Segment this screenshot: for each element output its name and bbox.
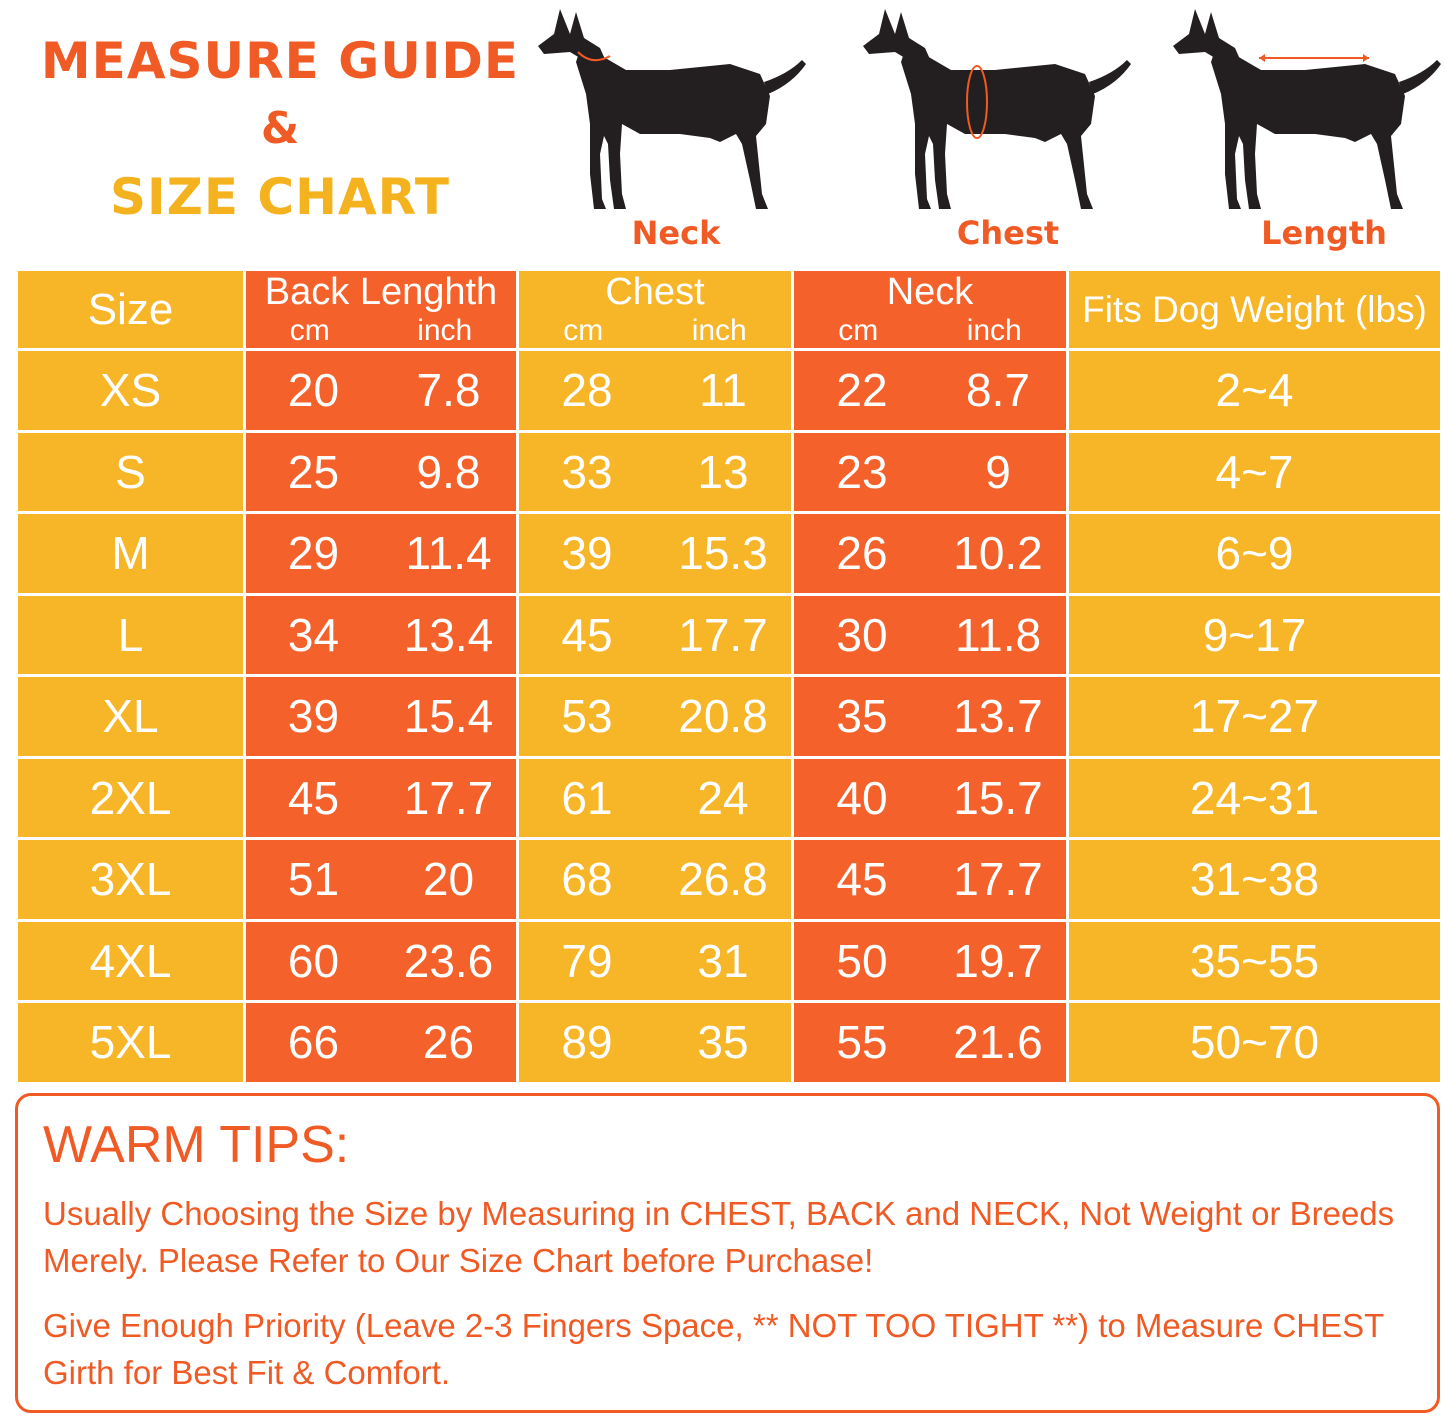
cell-chest (518, 431, 793, 513)
value-inch: 23.6 (403, 934, 494, 987)
table-row (17, 757, 1442, 839)
value-cm: 66 (287, 1016, 340, 1069)
cell-size: L (17, 594, 245, 676)
cell-size: XL (17, 676, 245, 758)
value-inch: 24 (697, 771, 749, 824)
cell-weight: 9~17 (1068, 594, 1442, 676)
dog-length-measure-icon (1165, 4, 1445, 219)
cell-back-length (245, 513, 518, 595)
header-neck-label: Neck (886, 270, 974, 313)
cell-back-length (245, 920, 518, 1002)
value-cm: 61 (561, 771, 613, 824)
dog-chest-measure-icon (855, 4, 1135, 219)
value-cm: 30 (836, 608, 888, 661)
value-cm: 28 (561, 364, 613, 417)
value-cm: 45 (287, 771, 340, 824)
value-cm: 26 (836, 527, 888, 580)
cell-neck (793, 1002, 1068, 1084)
cell-neck (793, 839, 1068, 921)
cell-back-length (245, 839, 518, 921)
value-inch: 10.2 (953, 527, 1043, 580)
value-cm: 33 (561, 445, 613, 498)
value-inch: 17.7 (678, 608, 768, 661)
warm-tips-paragraph-1: Usually Choosing the Size by Measuring in CHEST, BACK and NECK, Not Weight or Breeds Merely. Please Refer to Our Size Chart before Purchase! (43, 1195, 1395, 1279)
value-inch: 13.7 (953, 690, 1043, 743)
table-row (17, 920, 1442, 1002)
cell-size: 4XL (17, 920, 245, 1002)
header-chest (518, 270, 793, 350)
title-size-chart: SIZE CHART (109, 168, 451, 226)
dog-label-neck: Neck (631, 214, 721, 252)
cell-neck (793, 350, 1068, 432)
cell-size: 2XL (17, 757, 245, 839)
cell-size: XS (17, 350, 245, 432)
cell-chest (518, 920, 793, 1002)
header-weight: Fits Dog Weight (lbs) (1068, 270, 1442, 350)
table-row (17, 350, 1442, 432)
unit-inch: inch (966, 313, 1022, 347)
cell-weight: 31~38 (1068, 839, 1442, 921)
title-measure-guide: MEASURE GUIDE (40, 32, 520, 90)
table-row (17, 839, 1442, 921)
cell-neck (793, 757, 1068, 839)
cell-size: M (17, 513, 245, 595)
unit-cm: cm (289, 313, 330, 347)
warm-tips-paragraph-2: Give Enough Priority (Leave 2-3 Fingers Space, ** NOT TOO TIGHT **) to Measure CHEST Girth for Best Fit & Comfort. (43, 1307, 1384, 1391)
value-cm: 45 (561, 608, 613, 661)
value-cm: 79 (561, 934, 613, 987)
value-cm: 23 (836, 445, 888, 498)
cell-size: S (17, 431, 245, 513)
header-back-length (245, 270, 518, 350)
table-row (17, 431, 1442, 513)
cell-weight: 17~27 (1068, 676, 1442, 758)
cell-back-length (245, 431, 518, 513)
title-block (20, 28, 540, 230)
dog-neck-measure-icon (530, 4, 810, 219)
value-inch: 35 (697, 1016, 749, 1069)
value-inch: 11 (699, 364, 747, 417)
table-row (17, 513, 1442, 595)
cell-weight: 2~4 (1068, 350, 1442, 432)
cell-weight: 4~7 (1068, 431, 1442, 513)
unit-cm: cm (563, 313, 604, 347)
cell-chest (518, 513, 793, 595)
cell-back-length (245, 676, 518, 758)
value-cm: 60 (287, 934, 340, 987)
cell-back-length (245, 594, 518, 676)
value-inch: 17.7 (403, 771, 494, 824)
cell-weight: 35~55 (1068, 920, 1442, 1002)
value-inch: 20.8 (678, 690, 768, 743)
value-cm: 89 (561, 1016, 613, 1069)
cell-size: 5XL (17, 1002, 245, 1084)
value-inch: 15.4 (403, 690, 494, 743)
cell-back-length (245, 350, 518, 432)
value-cm: 20 (287, 364, 340, 417)
value-inch: 13 (697, 445, 749, 498)
value-inch: 11.4 (405, 527, 492, 580)
value-inch: 7.8 (416, 364, 481, 417)
value-inch: 20 (422, 853, 475, 906)
value-inch: 9.8 (416, 445, 481, 498)
cell-neck (793, 513, 1068, 595)
value-cm: 55 (836, 1016, 888, 1069)
value-cm: 53 (561, 690, 613, 743)
title-ampersand: & (260, 103, 300, 154)
value-inch: 26.8 (678, 853, 768, 906)
value-cm: 35 (836, 690, 888, 743)
value-inch: 17.7 (953, 853, 1043, 906)
value-cm: 45 (836, 853, 888, 906)
value-cm: 50 (836, 934, 888, 987)
cell-chest (518, 594, 793, 676)
cell-neck (793, 676, 1068, 758)
cell-weight: 50~70 (1068, 1002, 1442, 1084)
value-cm: 25 (287, 445, 340, 498)
value-cm: 29 (287, 527, 340, 580)
cell-weight: 24~31 (1068, 757, 1442, 839)
value-inch: 15.3 (678, 527, 768, 580)
unit-cm: cm (838, 313, 879, 347)
value-cm: 40 (836, 771, 888, 824)
value-inch: 15.7 (953, 771, 1043, 824)
value-cm: 68 (561, 853, 613, 906)
header-chest-label: Chest (605, 270, 705, 313)
cell-back-length (245, 757, 518, 839)
cell-chest (518, 350, 793, 432)
cell-back-length (245, 1002, 518, 1084)
unit-inch: inch (417, 313, 473, 347)
cell-chest (518, 839, 793, 921)
value-inch: 8.7 (966, 364, 1030, 417)
cell-chest (518, 1002, 793, 1084)
cell-weight: 6~9 (1068, 513, 1442, 595)
dog-label-length: Length (1261, 214, 1387, 252)
cell-neck (793, 431, 1068, 513)
unit-inch: inch (691, 313, 747, 347)
value-cm: 22 (836, 364, 888, 417)
value-inch: 19.7 (953, 934, 1043, 987)
cell-neck (793, 594, 1068, 676)
size-chart-table (15, 268, 1443, 1085)
table-row (17, 594, 1442, 676)
value-cm: 34 (287, 608, 340, 661)
table-header-row (17, 270, 1442, 350)
value-inch: 21.6 (953, 1016, 1043, 1069)
dog-label-chest: Chest (956, 214, 1060, 252)
table-row (17, 1002, 1442, 1084)
value-cm: 39 (287, 690, 340, 743)
value-cm: 51 (287, 853, 340, 906)
cell-chest (518, 676, 793, 758)
header-size: Size (17, 270, 245, 350)
header-neck (793, 270, 1068, 350)
value-cm: 39 (561, 527, 613, 580)
value-inch: 31 (697, 934, 749, 987)
warm-tips-title: WARM TIPS: (43, 1116, 350, 1174)
value-inch: 26 (422, 1016, 475, 1069)
table-row (17, 676, 1442, 758)
header-back-length-label: Back Lenghth (264, 270, 498, 313)
warm-tips-box (15, 1093, 1440, 1413)
value-inch: 9 (985, 445, 1011, 498)
cell-chest (518, 757, 793, 839)
value-inch: 11.8 (954, 608, 1042, 661)
value-inch: 13.4 (403, 608, 494, 661)
cell-size: 3XL (17, 839, 245, 921)
cell-neck (793, 920, 1068, 1002)
